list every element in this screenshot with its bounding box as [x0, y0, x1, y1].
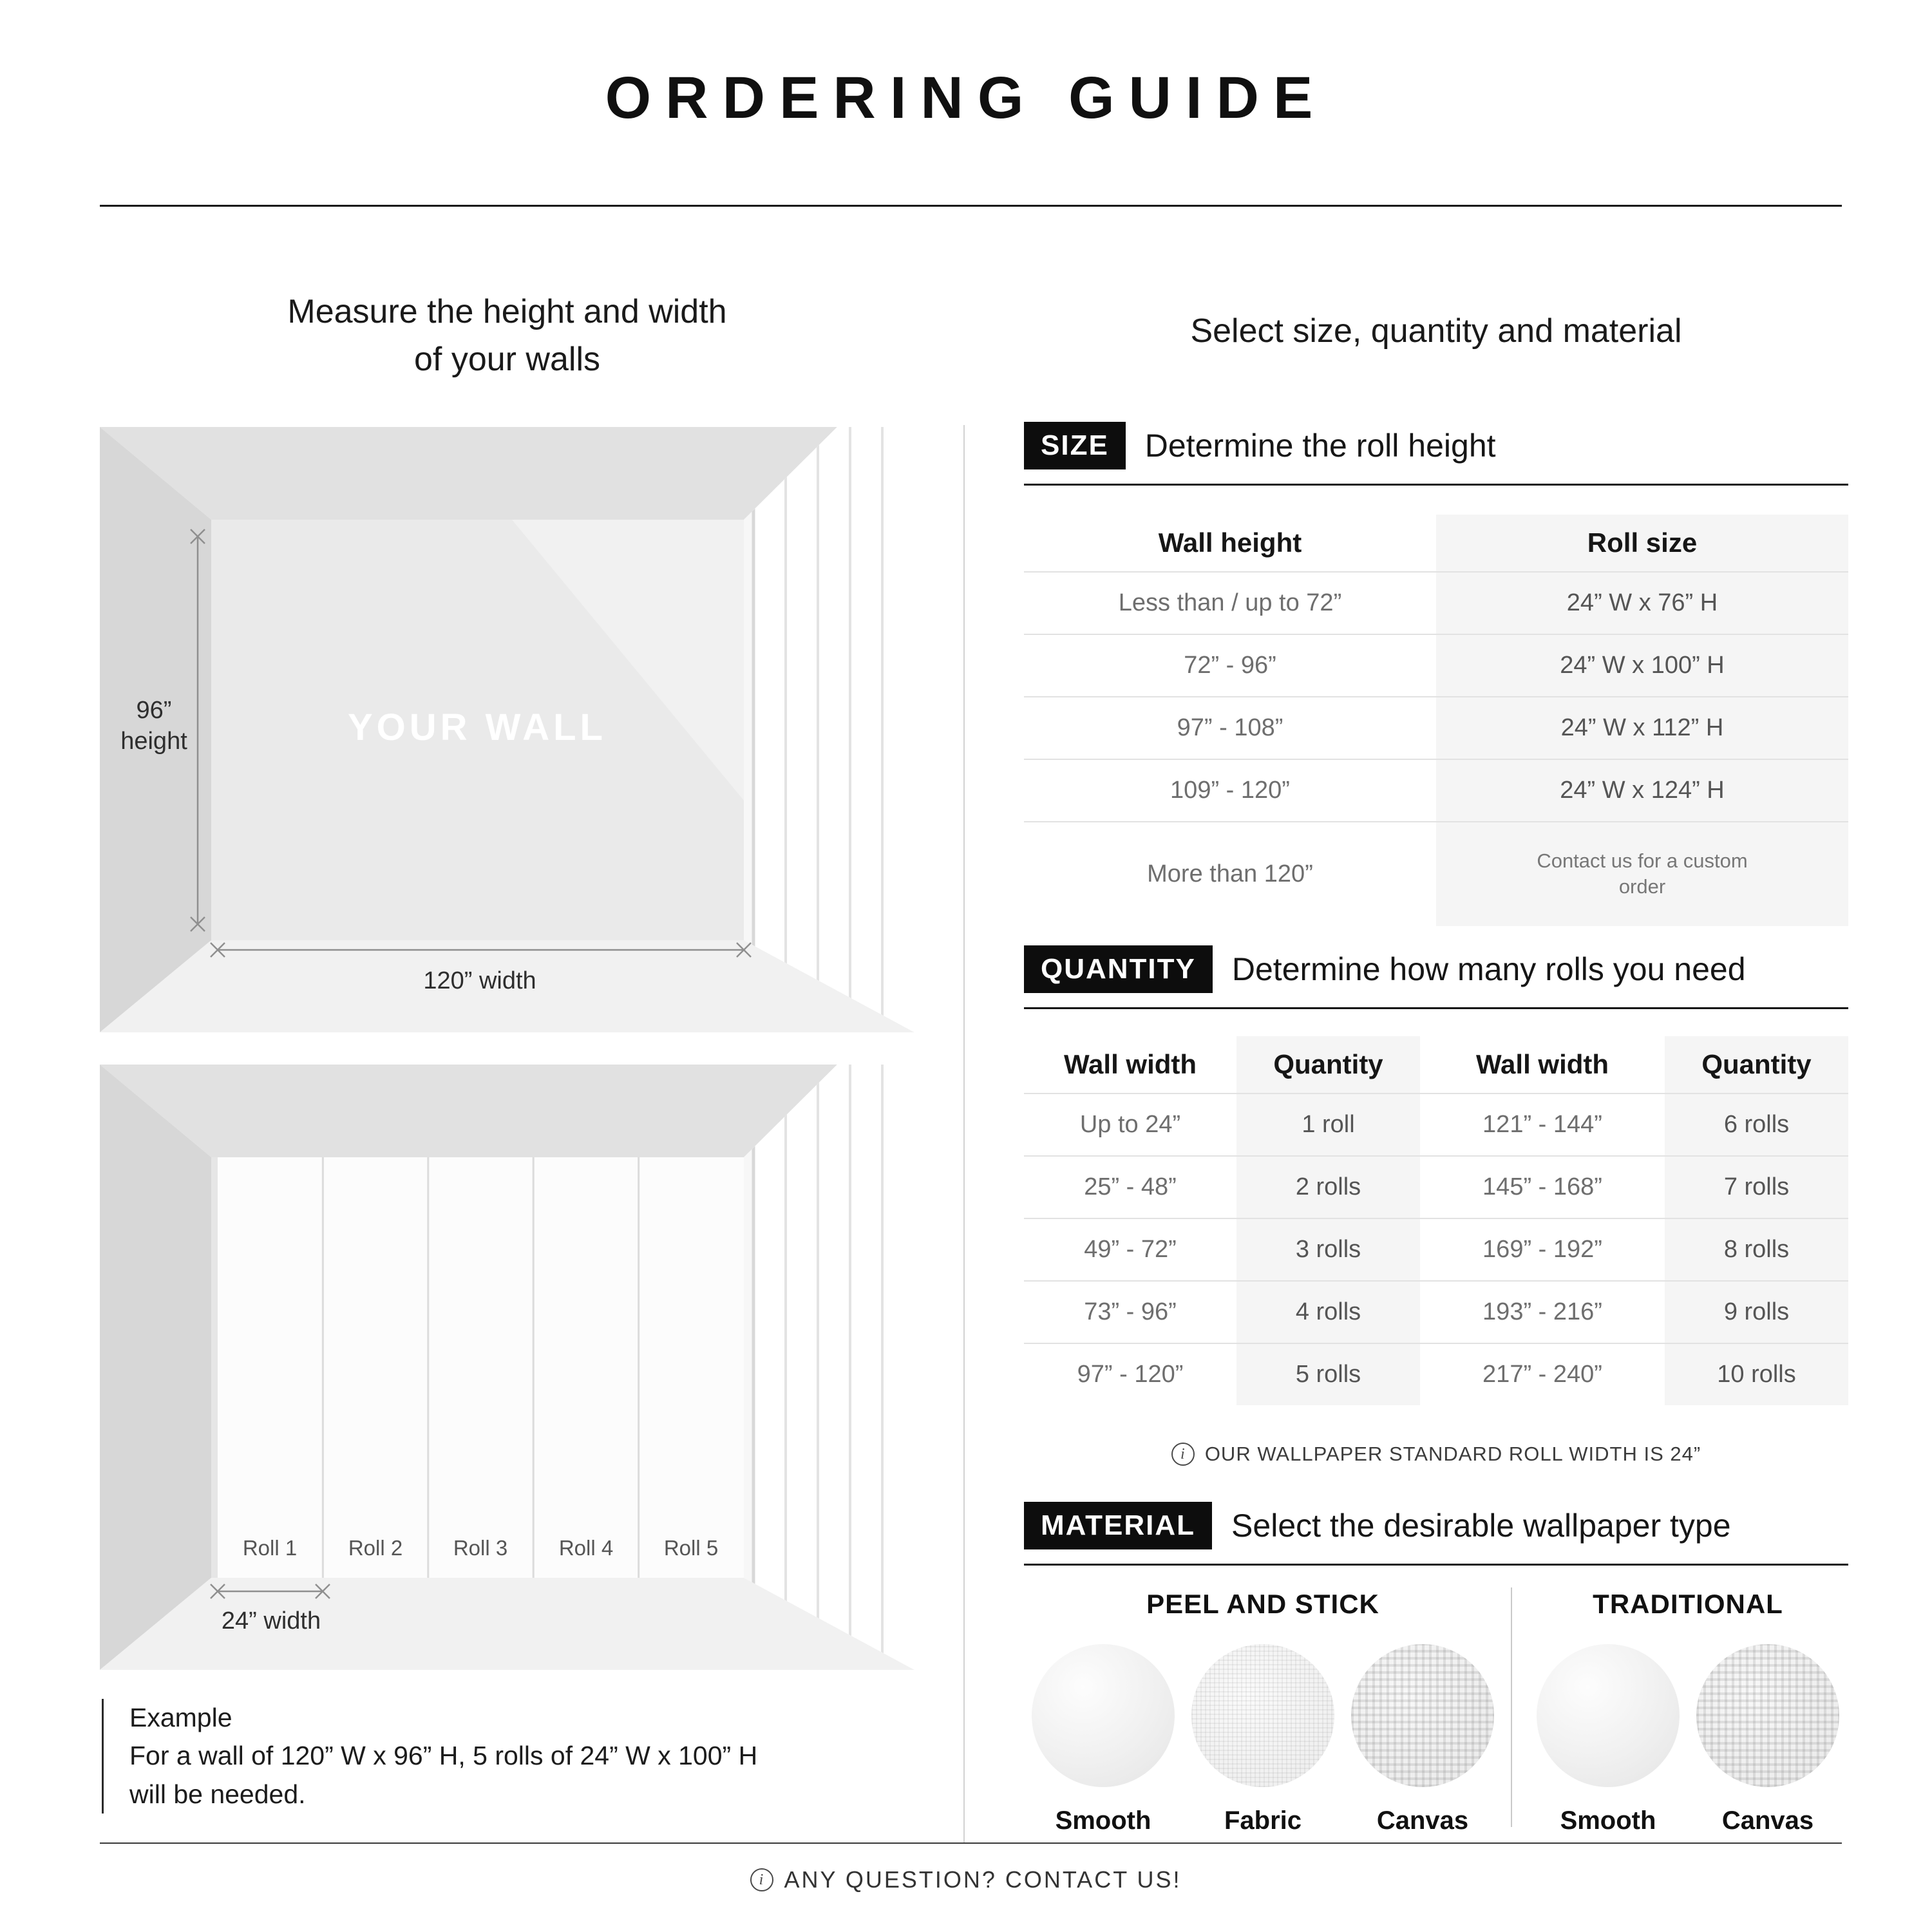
left-wall	[100, 1065, 211, 1670]
quantity-header: Quantity	[1236, 1036, 1420, 1093]
roll-label-3: Roll 3	[453, 1536, 508, 1560]
wall-width-cell: 169” - 192”	[1420, 1218, 1665, 1280]
swatch-canvas	[1349, 1644, 1496, 1835]
quantity-section-header	[1024, 945, 1848, 1009]
traditional-title: TRADITIONAL	[1593, 1589, 1783, 1619]
quantity-cell: 4 rolls	[1236, 1280, 1420, 1343]
size-subtitle: Determine the roll height	[1144, 428, 1496, 464]
custom-order-note: Contact us for a custom order	[1537, 849, 1748, 898]
swatch-smooth	[1535, 1644, 1681, 1835]
quantity-table	[1024, 1036, 1848, 1405]
fabric-texture-icon	[1191, 1644, 1334, 1787]
window	[753, 1065, 914, 1670]
traditional-swatches	[1528, 1644, 1848, 1835]
wall-height-cell: 109” - 120”	[1024, 759, 1436, 821]
wall-height-cell: Less than / up to 72”	[1024, 571, 1436, 634]
quantity-cell: 2 rolls	[1236, 1155, 1420, 1218]
width-label: 120” width	[423, 967, 536, 994]
roll-width-note-text: OUR WALLPAPER STANDARD ROLL WIDTH IS 24”	[1204, 1443, 1701, 1465]
wall-width-cell: 217” - 240”	[1420, 1343, 1665, 1405]
wall-height-header: Wall height	[1158, 527, 1302, 558]
wall-height-cell: 97” - 108”	[1024, 696, 1436, 759]
footer-note: ANY QUESTION? CONTACT US!	[784, 1866, 1182, 1893]
quantity-cell: 9 rolls	[1665, 1280, 1848, 1343]
wall-width-cell: 121” - 144”	[1420, 1093, 1665, 1155]
peel-and-stick-swatches	[1024, 1644, 1502, 1835]
wallpaper-panels	[218, 1157, 744, 1578]
page-title: ORDERING GUIDE	[605, 65, 1327, 131]
wall-width-cell: 49” - 72”	[1024, 1218, 1236, 1280]
roll-label-5: Roll 5	[663, 1536, 719, 1560]
roll-size-cell: 24” W x 124” H	[1436, 759, 1848, 821]
left-column-heading	[100, 289, 914, 384]
roll-label-1: Roll 1	[242, 1536, 298, 1560]
rolls-layout-figure	[100, 1065, 914, 1670]
smooth-texture-icon	[1032, 1644, 1175, 1787]
wall-width-cell: 25” - 48”	[1024, 1155, 1236, 1218]
swatch-label: Canvas	[1376, 1806, 1469, 1835]
size-section	[1024, 422, 1848, 926]
wall-width-cell: 193” - 216”	[1420, 1280, 1665, 1343]
left-heading-line1: Measure the height and width	[287, 293, 727, 330]
wall-width-cell: Up to 24”	[1024, 1093, 1236, 1155]
material-subtitle: Select the desirable wallpaper type	[1231, 1508, 1731, 1544]
quantity-badge: QUANTITY	[1024, 945, 1213, 993]
swatch-label: Fabric	[1224, 1806, 1302, 1835]
footer-divider	[100, 1842, 1842, 1844]
example-note	[102, 1699, 757, 1814]
swatch-canvas	[1694, 1644, 1841, 1835]
swatch-label: Canvas	[1721, 1806, 1814, 1835]
quantity-cell: 7 rolls	[1665, 1155, 1848, 1218]
column-divider	[963, 425, 965, 1842]
ceiling	[100, 1065, 837, 1157]
quantity-cell: 1 roll	[1236, 1093, 1420, 1155]
height-word-label: height	[120, 728, 187, 755]
peel-and-stick-title: PEEL AND STICK	[1146, 1589, 1379, 1619]
wall-height-cell: 72” - 96”	[1024, 634, 1436, 696]
swatch-label: Smooth	[1560, 1806, 1656, 1835]
title-divider	[100, 205, 1842, 207]
quantity-cell: 5 rolls	[1236, 1343, 1420, 1405]
smooth-texture-icon	[1537, 1644, 1680, 1787]
right-column-heading: Select size, quantity and material	[1190, 312, 1682, 350]
info-icon	[750, 1868, 773, 1891]
room-diagram-2	[100, 1065, 914, 1670]
traditional-group	[1528, 1578, 1848, 1835]
wall-width-header: Wall width	[1063, 1049, 1197, 1079]
quantity-cell: 10 rolls	[1665, 1343, 1848, 1405]
swatch-smooth	[1030, 1644, 1177, 1835]
material-badge: MATERIAL	[1024, 1502, 1212, 1549]
canvas-texture-icon	[1351, 1644, 1494, 1787]
wall-width-cell: 145” - 168”	[1420, 1155, 1665, 1218]
quantity-cell: 3 rolls	[1236, 1218, 1420, 1280]
roll-size-cell: 24” W x 112” H	[1436, 696, 1848, 759]
quantity-header: Quantity	[1665, 1036, 1848, 1093]
roll-label-2: Roll 2	[348, 1536, 403, 1560]
your-wall-label: YOUR WALL	[348, 706, 607, 748]
size-section-header	[1024, 422, 1848, 486]
quantity-cell: 6 rolls	[1665, 1093, 1848, 1155]
left-heading-line2: of your walls	[414, 340, 600, 378]
roll-width-note	[1024, 1443, 1848, 1466]
material-section-header	[1024, 1502, 1848, 1566]
height-value-label: 96”	[136, 697, 172, 724]
roll-size-cell	[1436, 821, 1848, 926]
quantity-section	[1024, 945, 1848, 1466]
wall-width-cell: 97” - 120”	[1024, 1343, 1236, 1405]
swatch-label: Smooth	[1055, 1806, 1151, 1835]
roll-width-label: 24” width	[221, 1607, 321, 1634]
room-diagram-1	[100, 427, 914, 1032]
peel-and-stick-group	[1024, 1578, 1502, 1835]
wall-height-cell: More than 120”	[1024, 821, 1436, 926]
quantity-cell: 8 rolls	[1665, 1218, 1848, 1280]
roll-size-cell: 24” W x 100” H	[1436, 634, 1848, 696]
ceiling	[100, 427, 837, 520]
quantity-subtitle: Determine how many rolls you need	[1231, 951, 1746, 987]
roll-size-header: Roll size	[1436, 515, 1848, 571]
swatch-fabric	[1189, 1644, 1336, 1835]
info-icon	[1171, 1443, 1195, 1466]
roll-label-4: Roll 4	[558, 1536, 614, 1560]
roll-size-cell: 24” W x 76” H	[1436, 571, 1848, 634]
size-badge: SIZE	[1024, 422, 1126, 469]
example-line1: For a wall of 120” W x 96” H, 5 rolls of 24” W x 100” H	[129, 1741, 758, 1771]
wall-width-header: Wall width	[1475, 1049, 1609, 1079]
footer	[0, 1866, 1932, 1893]
wall-measure-figure	[100, 427, 914, 1032]
example-title: Example	[129, 1703, 232, 1732]
wall-width-cell: 73” - 96”	[1024, 1280, 1236, 1343]
material-group-divider	[1511, 1587, 1512, 1827]
window	[753, 427, 914, 1032]
size-table	[1024, 515, 1848, 926]
canvas-texture-icon	[1696, 1644, 1839, 1787]
material-groups	[1024, 1578, 1848, 1835]
example-line2: will be needed.	[129, 1779, 306, 1809]
material-section	[1024, 1502, 1848, 1835]
